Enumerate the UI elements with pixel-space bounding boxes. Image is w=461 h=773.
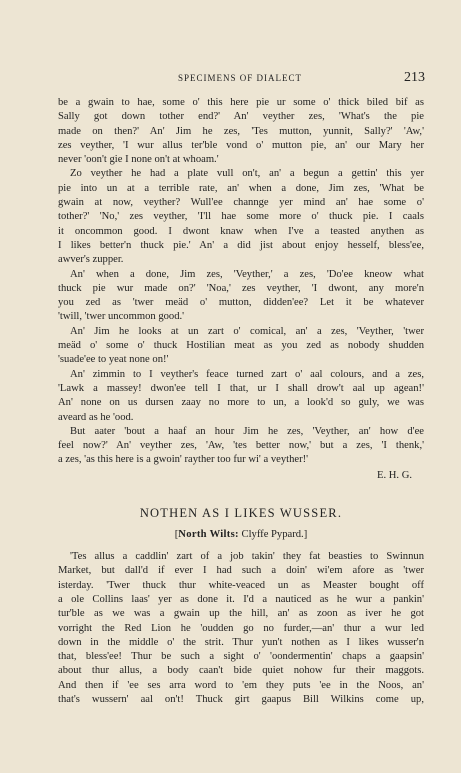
text-line: 'Tes allus a caddlin' zart of a job takin' they fat beasties to Swinnun bbox=[70, 551, 424, 563]
text-line: a ole Collins laas' yer as done it. I'd a nauticed as he wur a pankin' bbox=[58, 593, 424, 605]
text-line: about thur allus, a body caan't bide quiet nohow fur their maggots. bbox=[58, 665, 424, 677]
text-line: that, bless'ee! Thur be such a sight o' 'oondermentin' chaps a gaapsin' bbox=[58, 651, 424, 663]
subtitle-open: [ bbox=[174, 529, 179, 541]
text-line: And then if 'ee ses arra word to 'em they puts 'ee in the Noos, an' bbox=[58, 679, 424, 691]
running-head: SPECIMENS OF DIALECT bbox=[177, 73, 302, 83]
subtitle-region: North Wilts: bbox=[178, 529, 239, 541]
text-line: gwain at now, veyther? Wull'ee channge yer mind an' hae some o' bbox=[58, 197, 424, 209]
text-line: An' none on us dursen zaay no more to un, a look'd so guly, we was bbox=[58, 397, 424, 409]
dialect-passage-2 bbox=[58, 550, 424, 707]
text-line: An' zimmin to I veyther's feace turned zart o' aal colours, and a zes, bbox=[70, 368, 424, 380]
author-initials bbox=[58, 469, 424, 483]
text-line: isterday. 'Twer thuck thur white-veaced un as Measter bought off bbox=[58, 579, 424, 591]
text-line: aveard as he 'ood. bbox=[58, 411, 134, 423]
text-line: be a gwain to hae, some o' this here pie ur some o' thick biled bif as bbox=[58, 97, 424, 108]
section-subtitle bbox=[58, 528, 424, 542]
text-line: down in the middle o' the strit. Thur yun't nothen as I likes wusser'n bbox=[58, 636, 424, 648]
text-line: awver's zupper. bbox=[58, 254, 124, 266]
text-line: tur'ble as we was a gwain up the hill, an' as zoon as iver he got bbox=[58, 608, 424, 620]
text-line: made on then?' An' Jim he zes, 'Tes mutton, yunnit, Sally?' 'Aw,' bbox=[58, 125, 424, 137]
text-line: Market, but dall'd if ever I had such a doin' wi'em afore as 'twer bbox=[58, 565, 424, 577]
text-line: meäd o' some o' thuck Hostilian meat as you zed as nobody shudden bbox=[58, 340, 424, 352]
text-line: tother?' 'No,' zes veyther, 'I'll hae some more o' thuck pie. I caals bbox=[58, 211, 424, 223]
text-line: thuck pie wur made on?' 'Noa,' zes veyther, 'I dwont, any more'n bbox=[58, 282, 424, 294]
page-header bbox=[55, 70, 425, 86]
text-line: Zo veyther he had a plate vull on't, an' a begun a gettin' this yer bbox=[70, 168, 424, 180]
text-line: that's wussern' aal on't! Thuck girt gaapus Bill Wilkins come up, bbox=[58, 693, 424, 705]
text-line: a zes, 'as this here is a gwoin' rayther too fur wi' a veyther!' bbox=[58, 454, 309, 466]
text-line: An' Jim he looks at un zart o' comical, an' a zes, 'Veyther, 'twer bbox=[70, 325, 424, 337]
dialect-passage-1 bbox=[58, 96, 424, 468]
text-line: vorright the Red Lion he 'oudden go no furder,—an' thur a wur led bbox=[58, 622, 424, 634]
text-line: 'Lawk a massey! dwon'ee tell I that, ur I shall drow't aal up agean!' bbox=[58, 382, 424, 394]
text-line: Sally got down tother end?' An' veyther zes, 'What's the pie bbox=[58, 111, 424, 123]
section-title: NOTHEN AS I LIKES WUSSER. bbox=[139, 506, 343, 521]
text-line: 'suade'ee to yeat none on!' bbox=[58, 354, 169, 366]
signature: E. H. G. bbox=[376, 469, 412, 481]
text-line: I likes better'n thuck pie.' An' a did jist about enjoy hesself, bless'ee, bbox=[58, 239, 424, 251]
text-line: An' when a done, Jim zes, 'Veyther,' a zes, 'Do'ee kneow what bbox=[70, 268, 424, 280]
text-line: it oncommon good. I dwont knaw when I've a teasted anythen as bbox=[58, 225, 424, 237]
text-line: you zed as 'twer meäd o' mutton, didden'ee? Let it be whatever bbox=[58, 297, 424, 309]
text-line: feel now?' An' veyther zes, 'Aw, 'tes better now,' but a zes, 'I thenk,' bbox=[58, 440, 424, 452]
page-body bbox=[58, 96, 424, 707]
text-line: pie into un at a terrible rate, an' when a done, Jim zes, 'What be bbox=[58, 182, 424, 194]
text-line: zes veyther, 'I wur allus ter'ble vond o' mutton pie, an' our Mary her bbox=[58, 139, 424, 151]
text-line: But aater 'bout a haaf an hour Jim he zes, 'Veyther, an' how d'ee bbox=[70, 425, 424, 437]
text-line: never 'oon't gie I none on't at whoam.' bbox=[58, 154, 219, 166]
page-number: 213 bbox=[404, 70, 425, 85]
text-line: 'twill, 'twer uncommon good.' bbox=[58, 311, 185, 323]
subtitle-place: Clyffe Pypard.] bbox=[238, 529, 308, 541]
